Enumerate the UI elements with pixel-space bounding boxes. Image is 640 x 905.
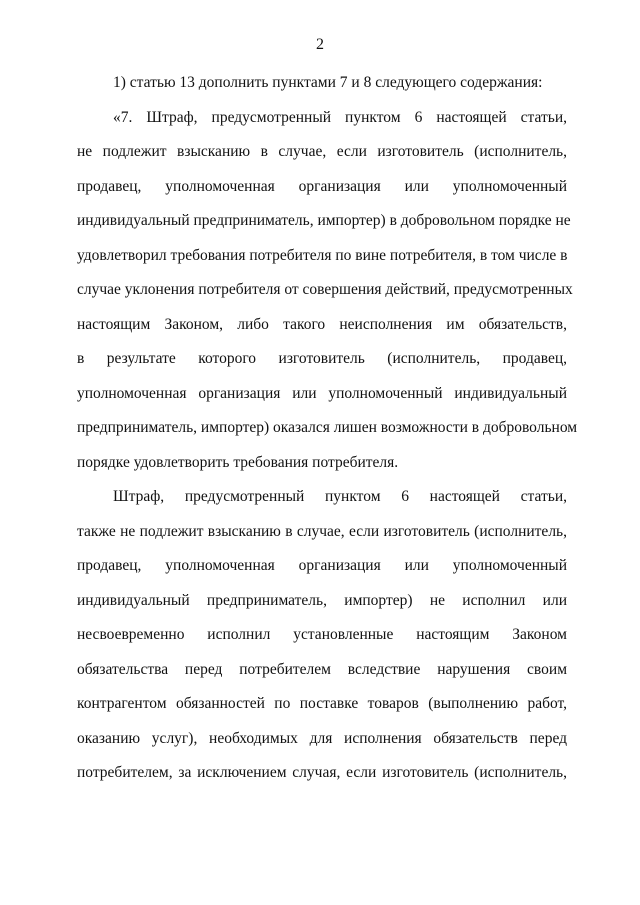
text-line: случае уклонения потребителя от совершения действий, предусмотренных [77,281,573,298]
text-line: контрагентом обязанностей по поставке товаров (выполнению работ, [77,695,567,712]
text-line: порядке удовлетворить требования потребителя. [77,453,399,471]
page-number: 2 [316,36,324,53]
text-line: предприниматель, импортер) оказался лишен возможности в добровольном [77,419,578,436]
text-line: также не подлежит взысканию в случае, если изготовитель (исполнитель, [77,522,567,540]
text-line: оказанию услуг), необходимых для исполнения обязательств перед [77,729,567,747]
document-body [77,66,578,791]
text-line: в результате которого изготовитель (исполнитель, продавец, [77,350,567,367]
text-line: несвоевременно исполнил установленные настоящим Законом [77,626,567,643]
text-line: продавец, уполномоченная организация или уполномоченный [77,557,567,574]
text-line: Штраф, предусмотренный пунктом 6 настоящей статьи, [113,488,567,505]
text-line: уполномоченная организация или уполномоченный индивидуальный [77,384,567,402]
text-line: настоящим Законом, либо такого неисполнения им обязательств, [77,315,567,333]
text-line: продавец, уполномоченная организация или уполномоченный [77,177,567,195]
text-line: не подлежит взысканию в случае, если изготовитель (исполнитель, [77,143,567,160]
text-line: удовлетворил требования потребителя по вине потребителя, в том числе в [77,246,568,264]
text-line: индивидуальный предприниматель, импортер) в добровольном порядке не [77,212,571,229]
text-line: «7. Штраф, предусмотренный пунктом 6 настоящей статьи, [113,108,567,126]
text-line: индивидуальный предприниматель, импортер) не исполнил или [77,591,567,609]
text-line: потребителем, за исключением случая, если изготовитель (исполнитель, [77,764,567,781]
text-line: 1) статью 13 дополнить пунктами 7 и 8 следующего содержания: [113,74,543,91]
text-line: обязательства перед потребителем вследствие нарушения своим [77,660,567,678]
